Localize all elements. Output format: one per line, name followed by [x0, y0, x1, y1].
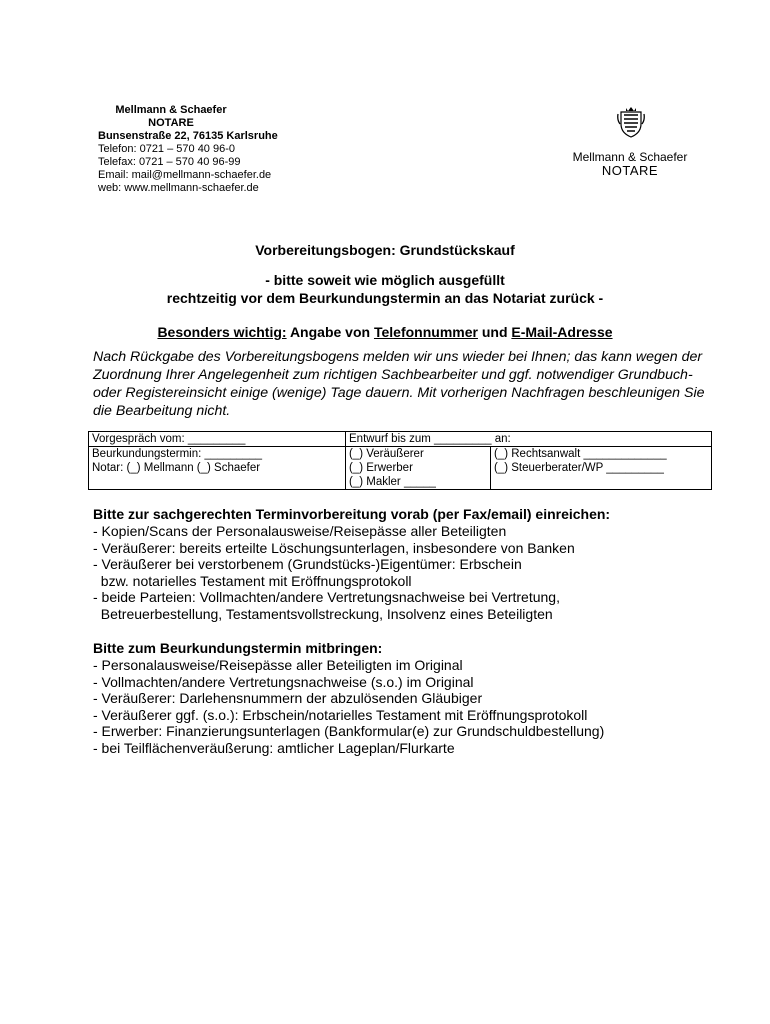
logo-role: NOTARE: [601, 163, 659, 178]
form-table: [88, 431, 712, 490]
sender-fax: Telefax: 0721 – 570 40 96-99: [98, 156, 241, 168]
sender-name: Mellmann & Schaefer: [115, 104, 227, 116]
checkbox-veraeusserer[interactable]: (_) Veräußerer: [349, 448, 424, 460]
important-mid1: Angabe von: [286, 324, 374, 340]
cell-parties: [346, 447, 491, 490]
list-item: - Vollmachten/andere Vertretungsnachweise (s.o.) im Original: [93, 673, 474, 690]
document-subtitle-2: rechtzeitig vor dem Beurkundungstermin an das Notariat zurück -: [166, 290, 604, 306]
sender-email: Email: mail@mellmann-schaefer.de: [98, 169, 272, 181]
important-mid2: und: [477, 324, 512, 340]
document-title: Vorbereitungsbogen: Grundstückskauf: [255, 242, 515, 258]
important-lead: Besonders wichtig:: [157, 324, 287, 340]
list-item: - bei Teilflächenveräußerung: amtlicher Lageplan/Flurkarte: [93, 739, 455, 756]
cell-termin-notar: [89, 447, 346, 490]
sender-role: NOTARE: [148, 117, 194, 129]
list-item: - beide Parteien: Vollmachten/andere Vertretungsnachweise bei Vertretung,: [93, 589, 560, 606]
sender-address-block: [98, 104, 298, 195]
list-item: - Personalausweise/Reisepässe aller Beteiligten im Original: [93, 657, 463, 673]
document-subtitle-1: - bitte soweit wie möglich ausgefüllt: [265, 272, 505, 288]
checkbox-steuerberater[interactable]: (_) Steuerberater/WP _________: [494, 462, 664, 474]
important-email: E-Mail-Adresse: [511, 324, 613, 340]
list-item: - Veräußerer: Darlehensnummern der abzulösenden Gläubiger: [93, 690, 483, 707]
list-item: bzw. notarielles Testament mit Eröffnungsprotokoll: [93, 572, 412, 589]
list-item: - Veräußerer ggf. (s.o.): Erbschein/notarielles Testament mit Eröffnungsprotokoll: [93, 706, 588, 723]
section1-heading: Bitte zur sachgerechten Terminvorbereitung vorab (per Fax/email) einreichen:: [93, 506, 611, 522]
field-notar[interactable]: Notar: (_) Mellmann (_) Schaefer: [92, 462, 261, 474]
section1-list: [93, 523, 575, 623]
section2-heading: Bitte zum Beurkundungstermin mitbringen:: [93, 640, 383, 656]
section2-list: [93, 657, 604, 757]
list-item: - Erwerber: Finanzierungsunterlagen (Bankformular(e) zur Grundschuldbestellung): [93, 723, 605, 740]
checkbox-rechtsanwalt[interactable]: (_) Rechtsanwalt _____________: [494, 448, 667, 460]
list-item: - Kopien/Scans der Personalausweise/Reisepässe aller Beteiligten: [93, 523, 507, 539]
intro-paragraph: Nach Rückgabe des Vorbereitungsbogens melden wir uns wieder bei Ihnen; das kann wegen der Zuordnung Ihrer Angelegenheit zum richtigen Sachbearbeiter und ggf. notwendiger Grundbuch- oder Registereinsicht einige (wenige) Tage dauern. Mit vorherigen Nachfragen beschleunigen Sie die Bearbeitung nicht.: [93, 349, 705, 419]
list-item: - Veräußerer: bereits erteilte Löschungsunterlagen, insbesondere von Banken: [93, 539, 575, 556]
sender-phone: Telefon: 0721 – 570 40 96-0: [98, 143, 236, 155]
important-note: [60, 324, 710, 340]
field-vorgespraech[interactable]: Vorgespräch vom: _________: [89, 432, 346, 447]
logo-name: Mellmann & Schaefer: [572, 150, 688, 164]
checkbox-erwerber[interactable]: (_) Erwerber: [349, 462, 413, 474]
checkbox-makler[interactable]: (_) Makler _____: [349, 476, 436, 488]
notary-logo-text: [540, 150, 720, 178]
important-phone: Telefonnummer: [373, 324, 478, 340]
field-entwurf[interactable]: Entwurf bis zum _________ an:: [346, 432, 712, 447]
coat-of-arms-icon: [617, 106, 645, 138]
sender-web: web: www.mellmann-schaefer.de: [98, 182, 259, 194]
field-beurkundungstermin[interactable]: Beurkundungstermin: _________: [92, 448, 263, 460]
list-item: - Veräußerer bei verstorbenem (Grundstücks-)Eigentümer: Erbschein: [93, 556, 522, 573]
list-item: Betreuerbestellung, Testamentsvollstreckung, Insolvenz eines Beteiligten: [93, 605, 553, 622]
cell-advisors: [491, 447, 712, 490]
sender-street: Bunsenstraße 22, 76135 Karlsruhe: [98, 130, 278, 142]
